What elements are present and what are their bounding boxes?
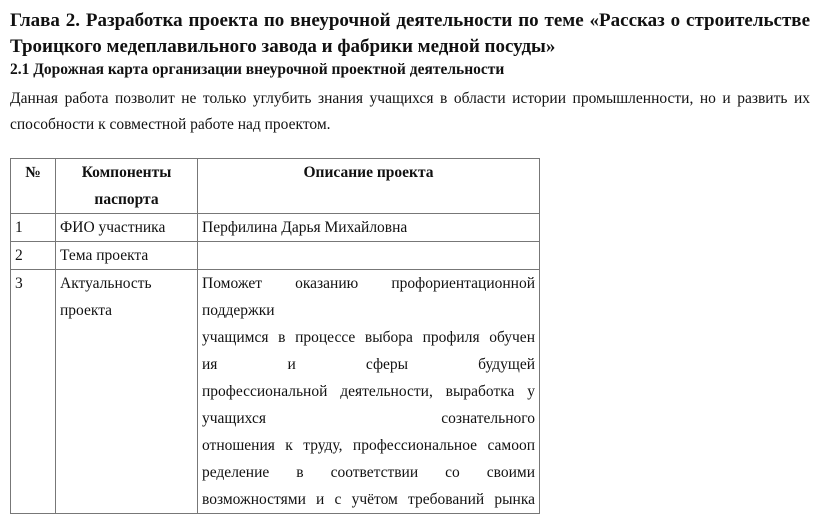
table-row [11, 270, 540, 514]
header-components: Компоненты паспорта [56, 159, 198, 214]
row-component: Актуальность проекта [56, 270, 198, 514]
header-description: Описание проекта [198, 159, 540, 214]
row-number: 1 [11, 214, 56, 242]
row-description: Перфилина Дарья Михайловна [198, 214, 540, 242]
section-heading: 2.1 Дорожная карта организации внеурочной проектной деятельности [10, 61, 505, 78]
project-passport-table [10, 158, 540, 514]
chapter-title [10, 8, 810, 60]
table-row [11, 242, 540, 270]
paragraph-line: Данная работа позволит не только углубить знания учащихся в области истории промышленности, но и развить их [10, 90, 810, 107]
description-line: поддержки [202, 302, 275, 319]
header-number: № [11, 159, 56, 214]
title-line: Глава 2. Разработка проекта по внеурочной деятельности по теме «Рассказ о строительстве [10, 10, 810, 31]
description-line: отношения к труду, профессиональное самооп [202, 437, 535, 454]
row-number: 3 [11, 270, 56, 514]
row-component: Тема проекта [56, 242, 198, 270]
table-header-row [11, 159, 540, 214]
row-component: ФИО участника [56, 214, 198, 242]
intro-paragraph [10, 86, 810, 138]
description-line: ределение в соответствии со своими [202, 464, 535, 481]
description-line: учащимся в процессе выбора профиля обучен [202, 329, 535, 346]
description-line: учащихся сознательного [202, 410, 535, 427]
description-line: возможностями и с учётом требований рынка [202, 491, 535, 508]
title-line: Троицкого медеплавильного завода и фабрики медной посуды» [10, 36, 556, 57]
row-description [198, 242, 540, 270]
description-line: Поможет оказанию профориентационной [202, 275, 535, 292]
table-row [11, 214, 540, 242]
row-description [198, 270, 540, 514]
paragraph-line: способности к совместной работе над проектом. [10, 116, 331, 133]
description-line: профессиональной деятельности, выработка у [202, 383, 535, 400]
row-number: 2 [11, 242, 56, 270]
description-line: ия и сферы будущей [202, 356, 535, 373]
